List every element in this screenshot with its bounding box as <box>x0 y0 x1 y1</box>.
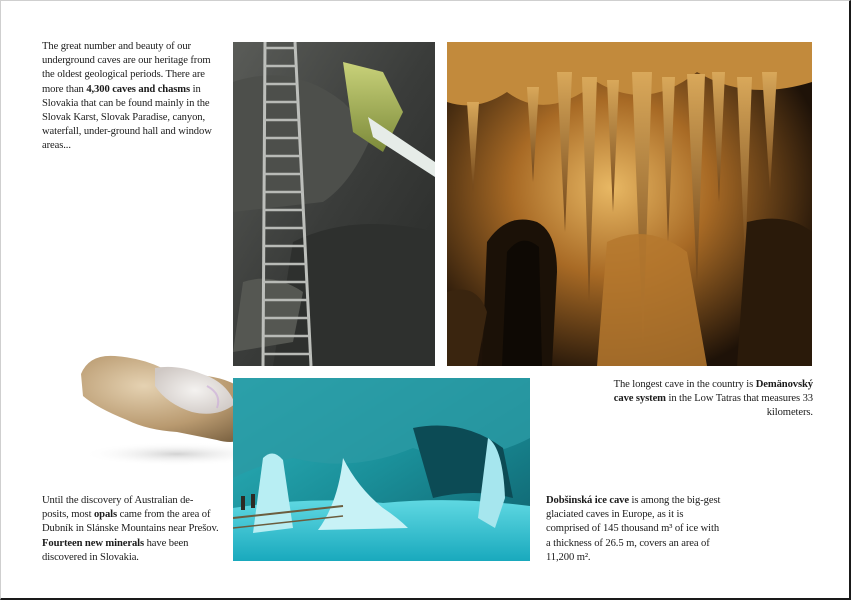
ladder-gorge-photo <box>233 42 435 366</box>
caves-count: 4,300 caves and chasms <box>86 83 191 95</box>
cave-caption: The longest cave in the country is Demänovský cave system in the Low Tatras that measures 33 kilometers. <box>613 379 813 419</box>
intro-text: The great number and beauty of our underground caves are our heritage from the oldest geological periods. There are more than 4,300 caves and chasms in Slovakia that can be found mainly in the Slovak Karst, Slovak Paradise, canyon, waterfall, under-ground hall and window areas... <box>42 41 212 152</box>
ice-cave-name: Dobšinská ice cave <box>546 495 629 506</box>
demanovsky-cave-photo <box>447 42 812 366</box>
cave-system-name: Demänovský cave system <box>613 379 813 405</box>
opal-caption: Until the discovery of Australian de-posits, most opals came from the area of Dubník in Slánske Mountains near Prešov. Fourteen new minerals have been discovered in Slovakia. <box>42 495 219 563</box>
new-minerals-term: Fourteen new minerals <box>42 537 145 549</box>
opals-term: opals <box>93 509 118 521</box>
ice-cave-caption: Dobšinská ice cave is among the big-gest glaciated caves in Europe, as it is comprised of 145 thousand m³ of ice with a thickness of 26.5 m, covers an area of 11,200 m². <box>546 495 721 563</box>
dobsinska-ice-cave-photo <box>233 378 530 561</box>
